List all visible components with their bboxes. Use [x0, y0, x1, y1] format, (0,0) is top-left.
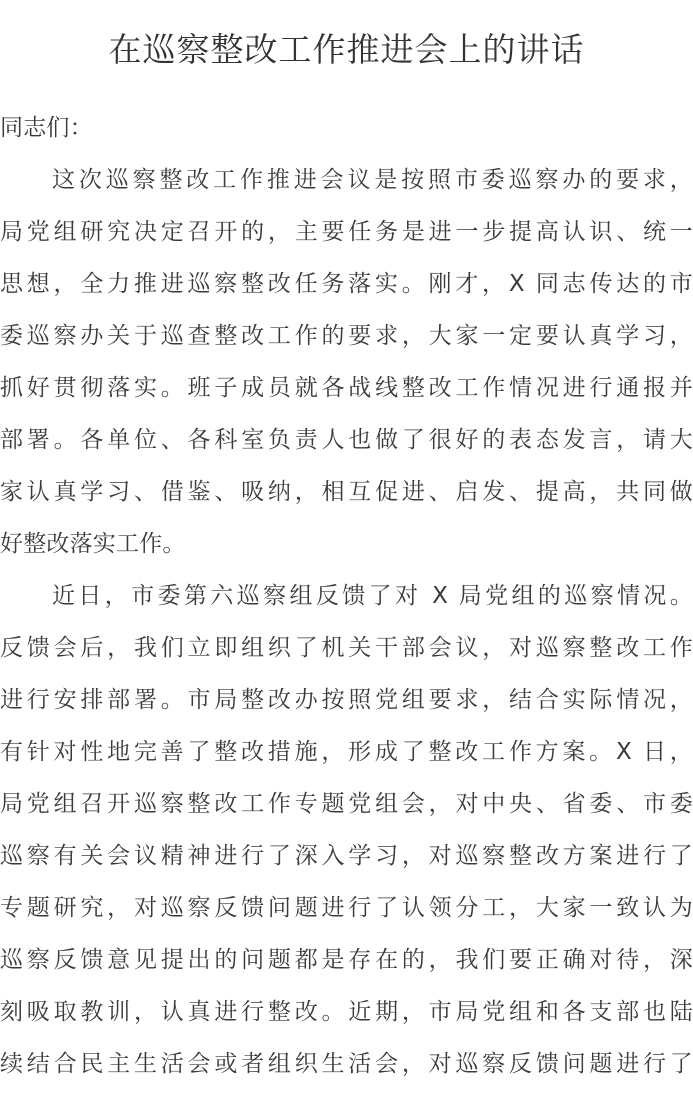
paragraph-1-line-5: 抓好贯彻落实。班子成员就各战线整改工作情况进行通报并: [0, 375, 693, 401]
paragraph-2-line-3: 进行安排部署。市局整改办按照党组要求，结合实际情况，: [0, 687, 693, 713]
paragraph-2-line-2: 反馈会后，我们立即组织了机关干部会议，对巡察整改工作: [0, 635, 693, 661]
paragraph-1-line-6: 部署。各单位、各科室负责人也做了很好的表态发言，请大: [0, 427, 693, 453]
paragraph-1-line-4: 委巡察办关于巡查整改工作的要求，大家一定要认真学习，: [0, 323, 693, 349]
paragraph-1-line-7: 家认真学习、借鉴、吸纳，相互促进、启发、提高，共同做: [0, 479, 693, 505]
paragraph-1-line-3: 思想，全力推进巡察整改任务落实。刚才，X 同志传达的市: [0, 271, 693, 297]
paragraph-2-line-9: 刻吸取教训，认真进行整改。近期，市局党组和各支部也陆: [0, 999, 693, 1025]
paragraph-2-line-6: 巡察有关会议精神进行了深入学习，对巡察整改方案进行了: [0, 843, 693, 869]
paragraph-2-line-7: 专题研究，对巡察反馈问题进行了认领分工，大家一致认为: [0, 895, 693, 921]
paragraph-2-line-5: 局党组召开巡察整改工作专题党组会，对中央、省委、市委: [0, 791, 693, 817]
document-body: [0, 102, 693, 1090]
document-title: 在巡察整改工作推进会上的讲话: [108, 30, 585, 69]
paragraph-2-line-8: 巡察反馈意见提出的问题都是存在的，我们要正确对待，深: [0, 947, 693, 973]
paragraph-1-line-8: 好整改落实工作。: [0, 531, 186, 557]
paragraph-2-line-4: 有针对性地完善了整改措施，形成了整改工作方案。X 日，: [0, 739, 693, 765]
paragraph-1-line-2: 局党组研究决定召开的，主要任务是进一步提高认识、统一: [0, 219, 693, 245]
paragraph-1-line-1: 这次巡察整改工作推进会议是按照市委巡察办的要求，: [52, 167, 693, 193]
paragraph-2-line-1: 近日，市委第六巡察组反馈了对 X 局党组的巡察情况。: [52, 583, 693, 609]
paragraph-2-line-10: 续结合民主生活会或者组织生活会，对巡察反馈问题进行了: [0, 1051, 693, 1077]
salutation-line: 同志们：: [0, 115, 93, 141]
